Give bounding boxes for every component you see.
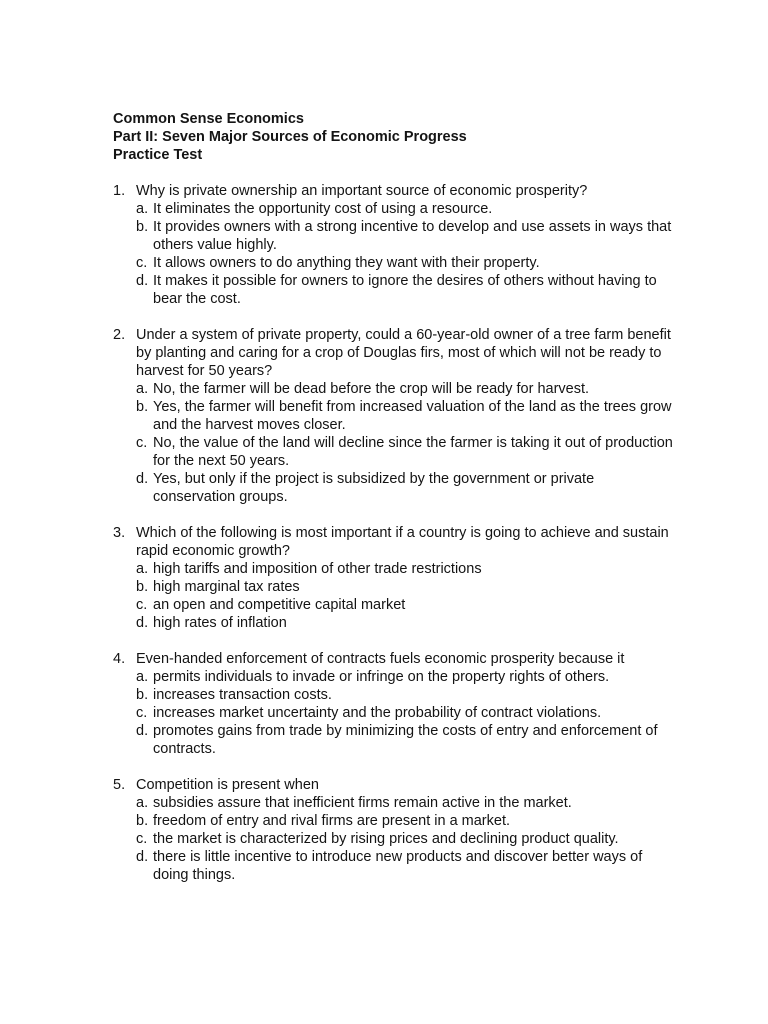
option-text: an open and competitive capital market: [153, 597, 406, 613]
option-text: increases transaction costs.: [153, 687, 332, 703]
option-d: [136, 614, 673, 632]
option-text: It makes it possible for owners to ignore the desires of others without having to bear the cost.: [153, 273, 657, 307]
option-list: [136, 560, 673, 632]
option-text: No, the value of the land will decline since the farmer is taking it out of production for the next 50 years.: [153, 435, 673, 469]
option-c: [136, 596, 673, 614]
option-d: [136, 272, 673, 308]
document-title: Common Sense Economics: [113, 111, 304, 127]
option-text: promotes gains from trade by minimizing the costs of entry and enforcement of contracts.: [153, 723, 658, 757]
option-c: [136, 254, 673, 272]
option-text: increases market uncertainty and the probability of contract violations.: [153, 705, 602, 721]
option-letter: b.: [136, 687, 149, 703]
question-list: [113, 182, 673, 902]
option-c: [136, 830, 673, 848]
option-letter: c.: [136, 597, 148, 613]
option-text: the market is characterized by rising prices and declining product quality.: [153, 831, 619, 847]
option-d: [136, 470, 673, 506]
option-c: [136, 704, 673, 722]
option-letter: b.: [136, 813, 149, 829]
option-a: [136, 380, 673, 398]
option-text: It allows owners to do anything they want with their property.: [153, 255, 540, 271]
option-a: [136, 668, 673, 686]
option-letter: a.: [136, 669, 149, 685]
question-number: 1.: [113, 183, 126, 199]
option-letter: c.: [136, 435, 148, 451]
question-3: [113, 524, 673, 632]
option-text: Yes, the farmer will benefit from increased valuation of the land as the trees grow and the harvest moves closer.: [153, 399, 672, 433]
option-text: No, the farmer will be dead before the crop will be ready for harvest.: [153, 381, 590, 397]
option-letter: c.: [136, 831, 148, 847]
question-1: [113, 182, 673, 308]
option-list: [136, 794, 673, 884]
option-text: high rates of inflation: [153, 615, 287, 631]
option-letter: c.: [136, 255, 148, 271]
option-text: permits individuals to invade or infringe on the property rights of others.: [153, 669, 610, 685]
option-b: [136, 218, 673, 254]
option-a: [136, 200, 673, 218]
option-list: [136, 380, 673, 506]
question-text: Why is private ownership an important source of economic prosperity?: [136, 183, 588, 199]
option-b: [136, 578, 673, 596]
question-text: Which of the following is most important if a country is going to achieve and sustain rapid economic growth?: [136, 525, 669, 559]
option-list: [136, 200, 673, 308]
option-letter: b.: [136, 399, 149, 415]
question-text: Even-handed enforcement of contracts fuels economic prosperity because it: [136, 651, 625, 667]
option-text: It provides owners with a strong incentive to develop and use assets in ways that others value highly.: [153, 219, 672, 253]
document-test-label: Practice Test: [113, 147, 203, 163]
option-text: high marginal tax rates: [153, 579, 300, 595]
option-text: It eliminates the opportunity cost of using a resource.: [153, 201, 493, 217]
question-4: [113, 650, 673, 758]
option-b: [136, 398, 673, 434]
option-letter: d.: [136, 471, 149, 487]
option-a: [136, 794, 673, 812]
option-list: [136, 668, 673, 758]
option-text: there is little incentive to introduce new products and discover better ways of doing things.: [153, 849, 643, 883]
question-5: [113, 776, 673, 884]
question-number: 5.: [113, 777, 126, 793]
option-letter: d.: [136, 273, 149, 289]
option-letter: b.: [136, 579, 149, 595]
option-d: [136, 722, 673, 758]
option-letter: a.: [136, 381, 149, 397]
question-text: Competition is present when: [136, 777, 319, 793]
option-text: subsidies assure that inefficient firms remain active in the market.: [153, 795, 572, 811]
option-d: [136, 848, 673, 884]
question-text: Under a system of private property, could a 60-year-old owner of a tree farm benefit by planting and caring for a crop of Douglas firs, most of which will not be ready to harvest for 50 years?: [136, 327, 671, 379]
option-letter: a.: [136, 201, 149, 217]
document-subtitle: Part II: Seven Major Sources of Economic Progress: [113, 129, 467, 145]
option-b: [136, 812, 673, 830]
option-text: freedom of entry and rival firms are present in a market.: [153, 813, 511, 829]
option-text: high tariffs and imposition of other trade restrictions: [153, 561, 482, 577]
option-letter: d.: [136, 615, 149, 631]
option-b: [136, 686, 673, 704]
option-letter: a.: [136, 561, 149, 577]
option-letter: d.: [136, 849, 149, 865]
question-number: 4.: [113, 651, 126, 667]
question-2: [113, 326, 673, 506]
question-number: 3.: [113, 525, 126, 541]
question-number: 2.: [113, 327, 126, 343]
option-letter: c.: [136, 705, 148, 721]
option-letter: b.: [136, 219, 149, 235]
option-text: Yes, but only if the project is subsidized by the government or private conservation groups.: [153, 471, 595, 505]
option-letter: d.: [136, 723, 149, 739]
document-header: [113, 110, 713, 164]
option-a: [136, 560, 673, 578]
option-c: [136, 434, 673, 470]
option-letter: a.: [136, 795, 149, 811]
